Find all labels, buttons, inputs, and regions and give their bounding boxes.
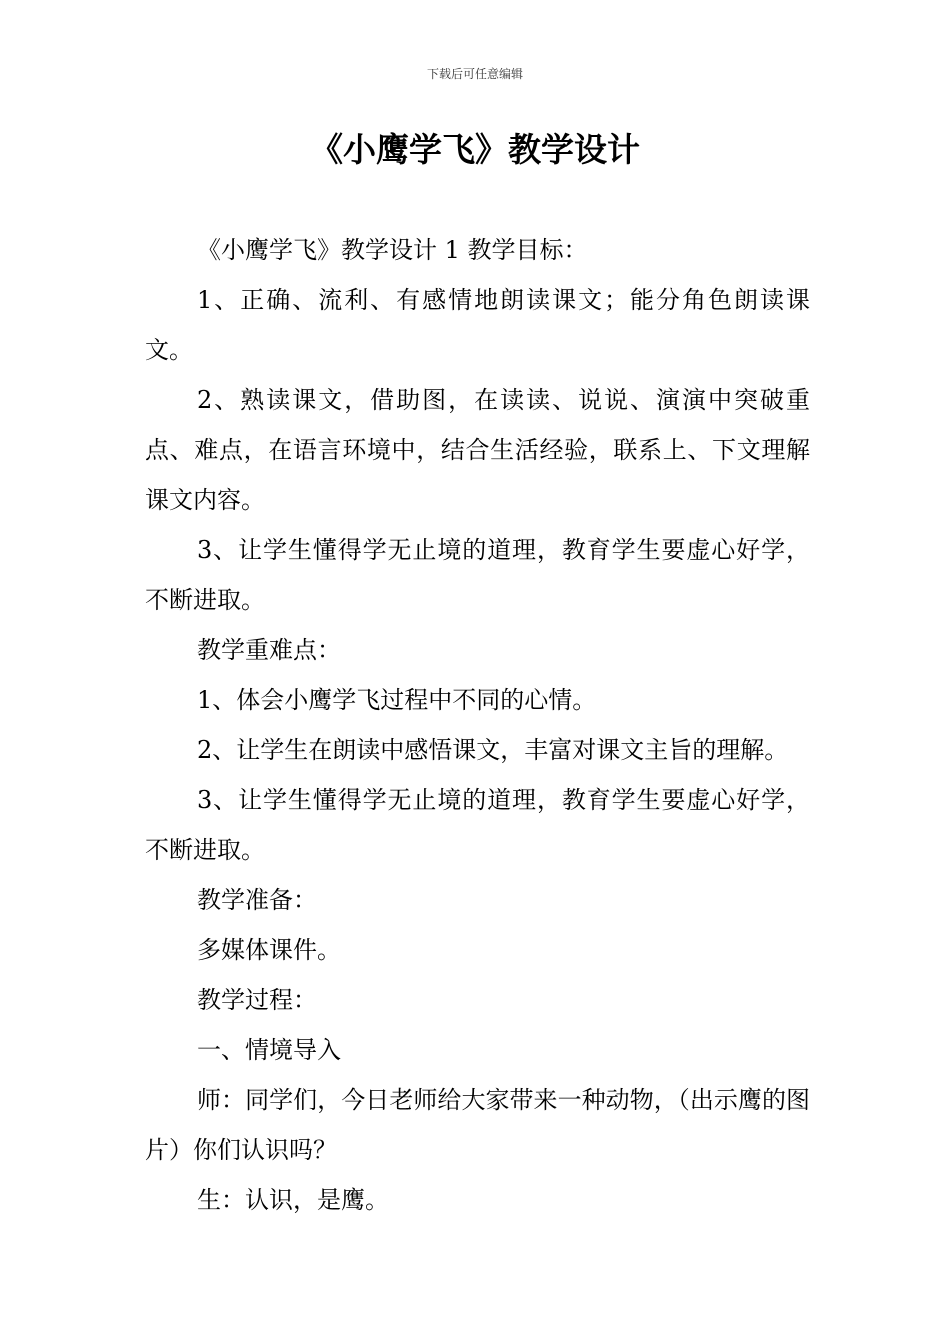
paragraph-objectives-heading: 《小鹰学飞》教学设计 1 教学目标： <box>197 236 588 264</box>
paragraph-key-point-1: 1、体会小鹰学飞过程中不同的心情。 <box>197 686 597 714</box>
paragraph-key-point-2: 2、让学生在朗读中感悟课文，丰富对课文主旨的理解。 <box>197 736 789 764</box>
document-title: 《小鹰学飞》教学设计 <box>310 130 640 169</box>
header-note: 下载后可任意编辑 <box>426 67 523 81</box>
paragraph-step-1-heading: 一、情境导入 <box>197 1036 341 1064</box>
paragraph-preparation-heading: 教学准备： <box>197 886 317 914</box>
paragraph-teacher-line: 师：同学们，今日老师给大家带来一种动物，（出示鹰的图片）你们认识吗？ <box>145 1086 810 1164</box>
paragraph-objective-2: 2、熟读课文，借助图，在读读、说说、演演中突破重点、难点，在语言环境中，结合生活经验，联系上、下文理解课文内容。 <box>145 386 810 514</box>
paragraph-preparation: 多媒体课件。 <box>197 936 341 964</box>
paragraph-objective-1: 1、正确、流利、有感情地朗读课文；能分角色朗读课文。 <box>145 286 810 364</box>
paragraph-objective-3: 3、让学生懂得学无止境的道理，教育学生要虚心好学，不断进取。 <box>145 536 810 614</box>
paragraph-student-line: 生：认识，是鹰。 <box>197 1186 389 1214</box>
paragraph-key-point-3: 3、让学生懂得学无止境的道理，教育学生要虚心好学，不断进取。 <box>145 786 810 864</box>
paragraph-key-points-heading: 教学重难点： <box>197 636 341 664</box>
document-body <box>145 225 810 1225</box>
paragraph-process-heading: 教学过程： <box>197 986 317 1014</box>
